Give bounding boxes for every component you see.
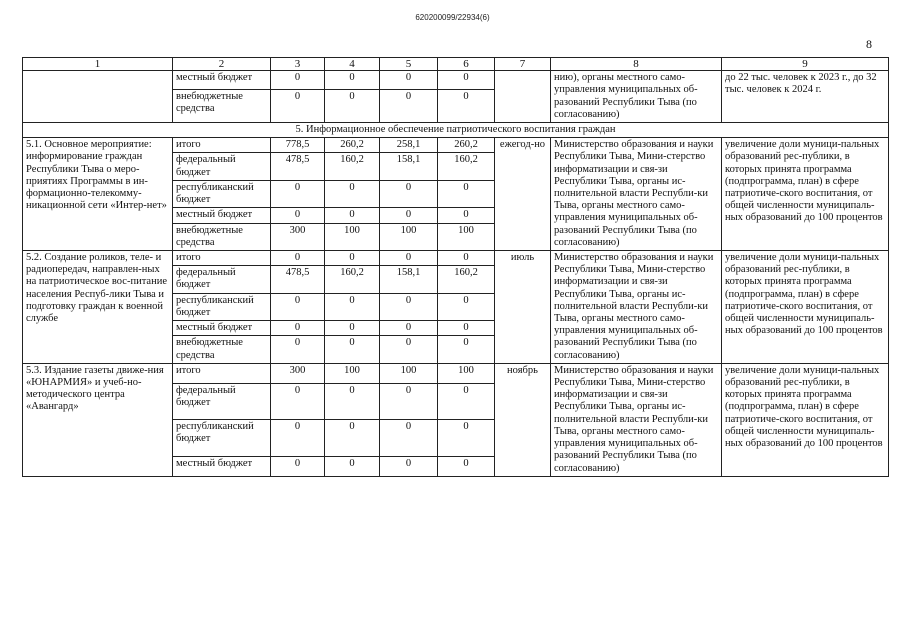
amount-cell: 158,1	[380, 266, 438, 293]
amount-cell: 0	[271, 180, 325, 207]
amount-cell: 0	[271, 456, 325, 476]
column-number: 5	[380, 58, 438, 71]
amount-cell: 0	[325, 71, 380, 89]
activity-name: 5.1. Основное мероприятие: информирование граждан Республики Тыва о меро-приятиях Программы в ин-формационно-телекомму-никационной сети «Интер-нет»	[23, 138, 173, 251]
result-cell: увеличение доли муници-пальных образований рес-публики, в которых принята программа (подпрограмма, план) в сфере патриотиче-ского воспитания, от общей численности муниципаль-ных образований до 100 процентов	[722, 251, 889, 364]
amount-cell: 0	[438, 208, 495, 223]
executor-cell: Министерство образования и науки Республики Тыва, Мини-стерство информатизации и свя-зи Республики Тыва, органы ис-полнительной власти Республи-ки Тыва, органы местного само-управления муниципальных об-разований Республики Тыва (по согласованию)	[551, 138, 722, 251]
result-cell: увеличение доли муници-пальных образований рес-публики, в которых принята программа (подпрограмма, план) в сфере патриотиче-ского воспитания, от общей численности муниципаль-ных образований до 100 процентов	[722, 138, 889, 251]
amount-cell: 300	[271, 223, 325, 250]
funding-source: итого	[173, 138, 271, 153]
amount-cell: 0	[380, 71, 438, 89]
amount-cell: 300	[271, 363, 325, 383]
amount-cell: 0	[380, 293, 438, 320]
funding-source: итого	[173, 363, 271, 383]
amount-cell: 0	[271, 208, 325, 223]
amount-cell: 0	[380, 384, 438, 420]
section-title: 5. Информационное обеспечение патриотического воспитания граждан	[23, 123, 889, 138]
amount-cell: 0	[438, 420, 495, 456]
amount-cell: 160,2	[325, 153, 380, 180]
funding-source: республиканский бюджет	[173, 293, 271, 320]
funding-source: внебюджетные средства	[173, 336, 271, 363]
amount-cell: 0	[438, 180, 495, 207]
column-number: 7	[495, 58, 551, 71]
column-number: 3	[271, 58, 325, 71]
amount-cell: 0	[271, 420, 325, 456]
funding-source: республиканский бюджет	[173, 180, 271, 207]
funding-source: итого	[173, 251, 271, 266]
term-cell: ежегод-но	[495, 138, 551, 251]
funding-source: федеральный бюджет	[173, 153, 271, 180]
amount-cell: 0	[325, 89, 380, 122]
amount-cell: 0	[380, 336, 438, 363]
term-cell: июль	[495, 251, 551, 364]
funding-source: местный бюджет	[173, 321, 271, 336]
amount-cell: 0	[325, 293, 380, 320]
amount-cell: 100	[438, 363, 495, 383]
amount-cell: 0	[380, 321, 438, 336]
amount-cell: 160,2	[325, 266, 380, 293]
funding-source: федеральный бюджет	[173, 266, 271, 293]
amount-cell: 0	[271, 321, 325, 336]
amount-cell: 0	[325, 251, 380, 266]
document-id: 620200099/22934(6)	[415, 13, 490, 22]
executor-cell: Министерство образования и науки Республики Тыва, Мини-стерство информатизации и свя-зи Республики Тыва, органы ис-полнительной власти Республи-ки Тыва, органы местного само-управления муниципальных об-разований Республики Тыва (по согласованию)	[551, 363, 722, 476]
amount-cell: 0	[271, 293, 325, 320]
amount-cell: 0	[271, 71, 325, 89]
table-row	[23, 138, 889, 153]
amount-cell: 0	[438, 336, 495, 363]
column-number: 2	[173, 58, 271, 71]
amount-cell: 0	[325, 456, 380, 476]
amount-cell: 258,1	[380, 138, 438, 153]
page-number: 8	[866, 37, 872, 51]
table-row	[23, 363, 889, 383]
funding-source: местный бюджет	[173, 71, 271, 89]
column-number: 1	[23, 58, 173, 71]
amount-cell: 160,2	[438, 153, 495, 180]
amount-cell: 160,2	[438, 266, 495, 293]
amount-cell: 0	[271, 89, 325, 122]
funding-source: республиканский бюджет	[173, 420, 271, 456]
section-row	[23, 123, 889, 138]
amount-cell: 260,2	[438, 138, 495, 153]
amount-cell: 100	[380, 363, 438, 383]
amount-cell: 0	[380, 180, 438, 207]
amount-cell: 0	[438, 251, 495, 266]
amount-cell: 0	[380, 251, 438, 266]
amount-cell: 0	[438, 71, 495, 89]
amount-cell: 260,2	[325, 138, 380, 153]
amount-cell: 0	[438, 293, 495, 320]
column-number: 4	[325, 58, 380, 71]
amount-cell: 100	[325, 223, 380, 250]
amount-cell: 478,5	[271, 153, 325, 180]
amount-cell: 0	[380, 456, 438, 476]
funding-source: федеральный бюджет	[173, 384, 271, 420]
funding-source: внебюджетные средства	[173, 89, 271, 122]
column-number: 8	[551, 58, 722, 71]
amount-cell: 0	[325, 208, 380, 223]
amount-cell: 0	[380, 89, 438, 122]
activity-name: 5.2. Создание роликов, теле- и радиопередач, направлен-ных на патриотическое вос-питание населения Респуб-лики Тыва и подготовку граждан к военной службе	[23, 251, 173, 364]
term-cell	[495, 71, 551, 123]
amount-cell: 0	[271, 336, 325, 363]
term-cell: ноябрь	[495, 363, 551, 476]
amount-cell: 0	[380, 208, 438, 223]
amount-cell: 0	[325, 420, 380, 456]
amount-cell: 100	[438, 223, 495, 250]
funding-source: местный бюджет	[173, 456, 271, 476]
funding-source: внебюджетные средства	[173, 223, 271, 250]
amount-cell: 478,5	[271, 266, 325, 293]
amount-cell: 0	[325, 321, 380, 336]
amount-cell: 0	[325, 180, 380, 207]
amount-cell: 0	[438, 89, 495, 122]
activity-name: 5.3. Издание газеты движе-ния «ЮНАРМИЯ» и учеб-но-методического центра «Авангард»	[23, 363, 173, 476]
amount-cell: 0	[438, 321, 495, 336]
program-table	[22, 57, 889, 477]
amount-cell: 778,5	[271, 138, 325, 153]
column-number: 9	[722, 58, 889, 71]
table-row	[23, 71, 889, 89]
executor-cell: Министерство образования и науки Республики Тыва, Мини-стерство информатизации и свя-зи Республики Тыва, органы ис-полнительной власти Республи-ки Тыва, органы местного само-управления муниципальных об-разований Республики Тыва (по согласованию)	[551, 251, 722, 364]
column-number: 6	[438, 58, 495, 71]
amount-cell: 0	[438, 456, 495, 476]
amount-cell: 0	[325, 384, 380, 420]
amount-cell: 0	[271, 251, 325, 266]
result-cell: увеличение доли муници-пальных образований рес-публики, в которых принята программа (подпрограмма, план) в сфере патриотиче-ского воспитания, от общей численности муниципаль-ных образований до 100 процентов	[722, 363, 889, 476]
amount-cell: 158,1	[380, 153, 438, 180]
executor-cell: нию), органы местного само-управления муниципальных об-разований Республики Тыва (по согласованию)	[551, 71, 722, 123]
name-cell	[23, 71, 173, 123]
amount-cell: 0	[380, 420, 438, 456]
amount-cell: 100	[380, 223, 438, 250]
amount-cell: 100	[325, 363, 380, 383]
funding-source: местный бюджет	[173, 208, 271, 223]
table-row	[23, 251, 889, 266]
amount-cell: 0	[271, 384, 325, 420]
amount-cell: 0	[438, 384, 495, 420]
column-number-row	[23, 58, 889, 71]
result-cell: до 22 тыс. человек к 2023 г., до 32 тыс. человек к 2024 г.	[722, 71, 889, 123]
amount-cell: 0	[325, 336, 380, 363]
